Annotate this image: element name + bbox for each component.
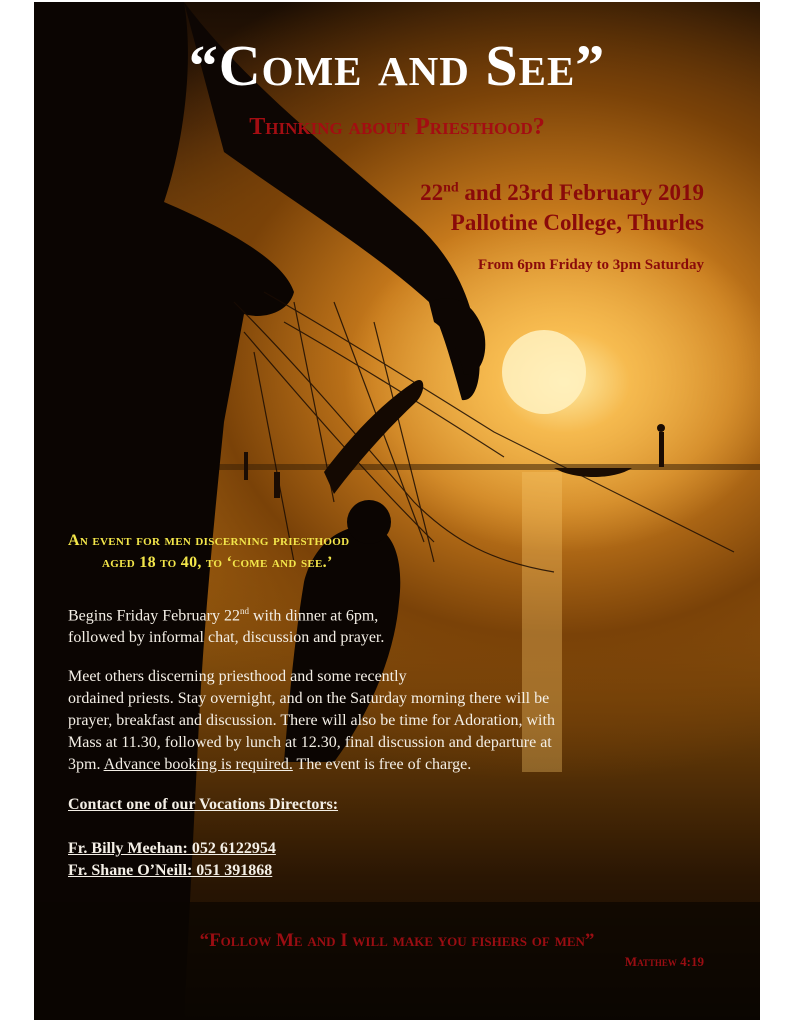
event-date	[420, 180, 704, 206]
scripture-quote: “Follow Me and I will make you fishers of men”	[199, 930, 595, 951]
para2-line5-end: The event is free of charge.	[292, 756, 472, 773]
para2-line3: prayer, breakfast and discussion. There will also be time for Adoration, with	[68, 712, 555, 729]
tagline-line-1: An event for men discerning priesthood	[68, 532, 350, 549]
para1-suffix: nd	[239, 606, 249, 616]
para2-line2: ordained priests. Stay overnight, and on the Saturday morning there will be	[68, 690, 550, 707]
booking-required-note: Advance booking is required.	[103, 756, 293, 773]
date-day: 22	[420, 180, 444, 205]
para1-start: Begins Friday February 22	[68, 607, 240, 625]
para1-line2: followed by informal chat, discussion and prayer.	[68, 629, 385, 647]
contact-heading: Contact one of our Vocations Directors:	[68, 796, 339, 813]
poster-title: “Come and See”	[188, 33, 606, 98]
para2-line1: Meet others discerning priesthood and some recently	[68, 668, 407, 685]
scripture-reference: Matthew 4:19	[624, 954, 704, 969]
event-venue: Pallotine College, Thurles	[450, 210, 704, 235]
contact-shane-oneill: Fr. Shane O’Neill: 051 391868	[68, 862, 273, 879]
contact-billy-meehan: Fr. Billy Meehan: 052 6122954	[68, 840, 276, 857]
para1-end: with dinner at 6pm,	[248, 607, 379, 625]
tagline-line-2: aged 18 to 40, to ‘come and see.’	[102, 554, 333, 571]
poster-subtitle: Thinking about Priesthood?	[249, 114, 545, 140]
date-rest: and 23rd February 2019	[458, 180, 704, 205]
para2-line4: Mass at 11.30, followed by lunch at 12.30, final discussion and departure at	[68, 734, 552, 751]
poster	[34, 2, 760, 1020]
date-suffix: nd	[443, 180, 459, 196]
para2-line5-start: 3pm.	[68, 756, 104, 773]
event-time: From 6pm Friday to 3pm Saturday	[478, 257, 704, 273]
details-paragraph	[68, 666, 728, 776]
intro-paragraph	[68, 600, 728, 649]
